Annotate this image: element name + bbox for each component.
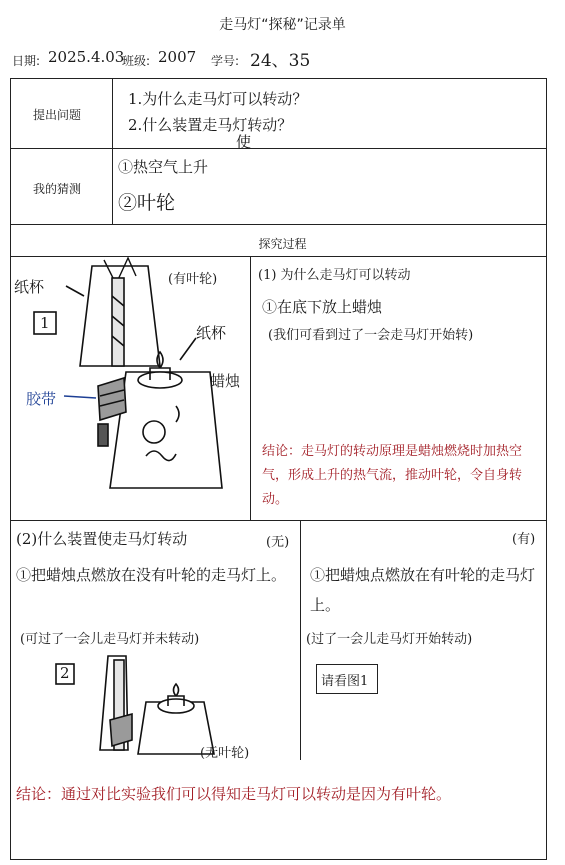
section2-heading: (2)什么装置使走马灯转动 — [16, 530, 188, 548]
id-label: 学号: — [211, 54, 240, 68]
section2-left-step: ①把蜡烛点燃放在没有叶轮的走马灯上。 — [16, 566, 287, 584]
fig2-number: 2 — [60, 664, 70, 682]
id-value: 24、35 — [250, 51, 311, 71]
fig1-number: 1 — [40, 314, 50, 332]
date-label: 日期: — [12, 54, 41, 68]
fig2-no-wheel-label: (无叶轮) — [200, 746, 250, 761]
date-value: 2025.4.03 — [48, 48, 125, 66]
see-figure-text: 请看图1 — [321, 674, 369, 689]
question-2: 2.什么装置走马灯转动？ — [128, 116, 293, 134]
guess-1: ①热空气上升 — [118, 158, 209, 176]
section2-right-observe: (过了一会儿走马灯开始转动) — [306, 632, 473, 647]
section1-step: ①在底下放上蜡烛 — [262, 298, 383, 316]
fig1-cup-label: 纸杯 — [14, 278, 45, 296]
fig1-with-wheel-label: (有叶轮) — [168, 272, 218, 287]
lantern-figure-2 — [0, 650, 300, 762]
fig1-cup-right-label: 纸杯 — [196, 324, 227, 342]
guess-label: 我的猜测 — [33, 182, 82, 196]
question-1: 1.为什么走马灯可以转动？ — [128, 90, 308, 108]
question-insert: 使 — [236, 133, 252, 151]
fig1-candle-label: 蜡烛 — [210, 372, 241, 390]
page-title: 走马灯“探秘”记录单 — [219, 17, 346, 33]
section2-left-observe: (可过了一会儿走马灯并未转动) — [20, 632, 200, 647]
section1-observe: (我们可看到过了一会走马灯开始转) — [268, 328, 474, 343]
fig1-tape-label: 胶带 — [26, 390, 57, 408]
section1-conclusion: 结论：走马灯的转动原理是蜡烛燃烧时加热空气，形成上升的热气流，推动叶轮，令自身转动。 — [262, 444, 523, 507]
guess-2: ②叶轮 — [118, 192, 176, 214]
question-label: 提出问题 — [33, 108, 82, 122]
section2-right-step: ①把蜡烛点燃放在有叶轮的走马灯上。 — [310, 566, 536, 614]
section1-heading: (1) 为什么走马灯可以转动 — [258, 268, 411, 283]
section2-right-tag: (有) — [512, 532, 536, 547]
section2-heading-tag: (无) — [266, 535, 290, 550]
class-value: 2007 — [158, 48, 197, 66]
class-label: 班级: — [122, 54, 151, 68]
process-label: 探究过程 — [258, 237, 307, 251]
section2-conclusion: 结论：通过对比实验我们可以得知走马灯可以转动是因为有叶轮。 — [16, 785, 452, 803]
